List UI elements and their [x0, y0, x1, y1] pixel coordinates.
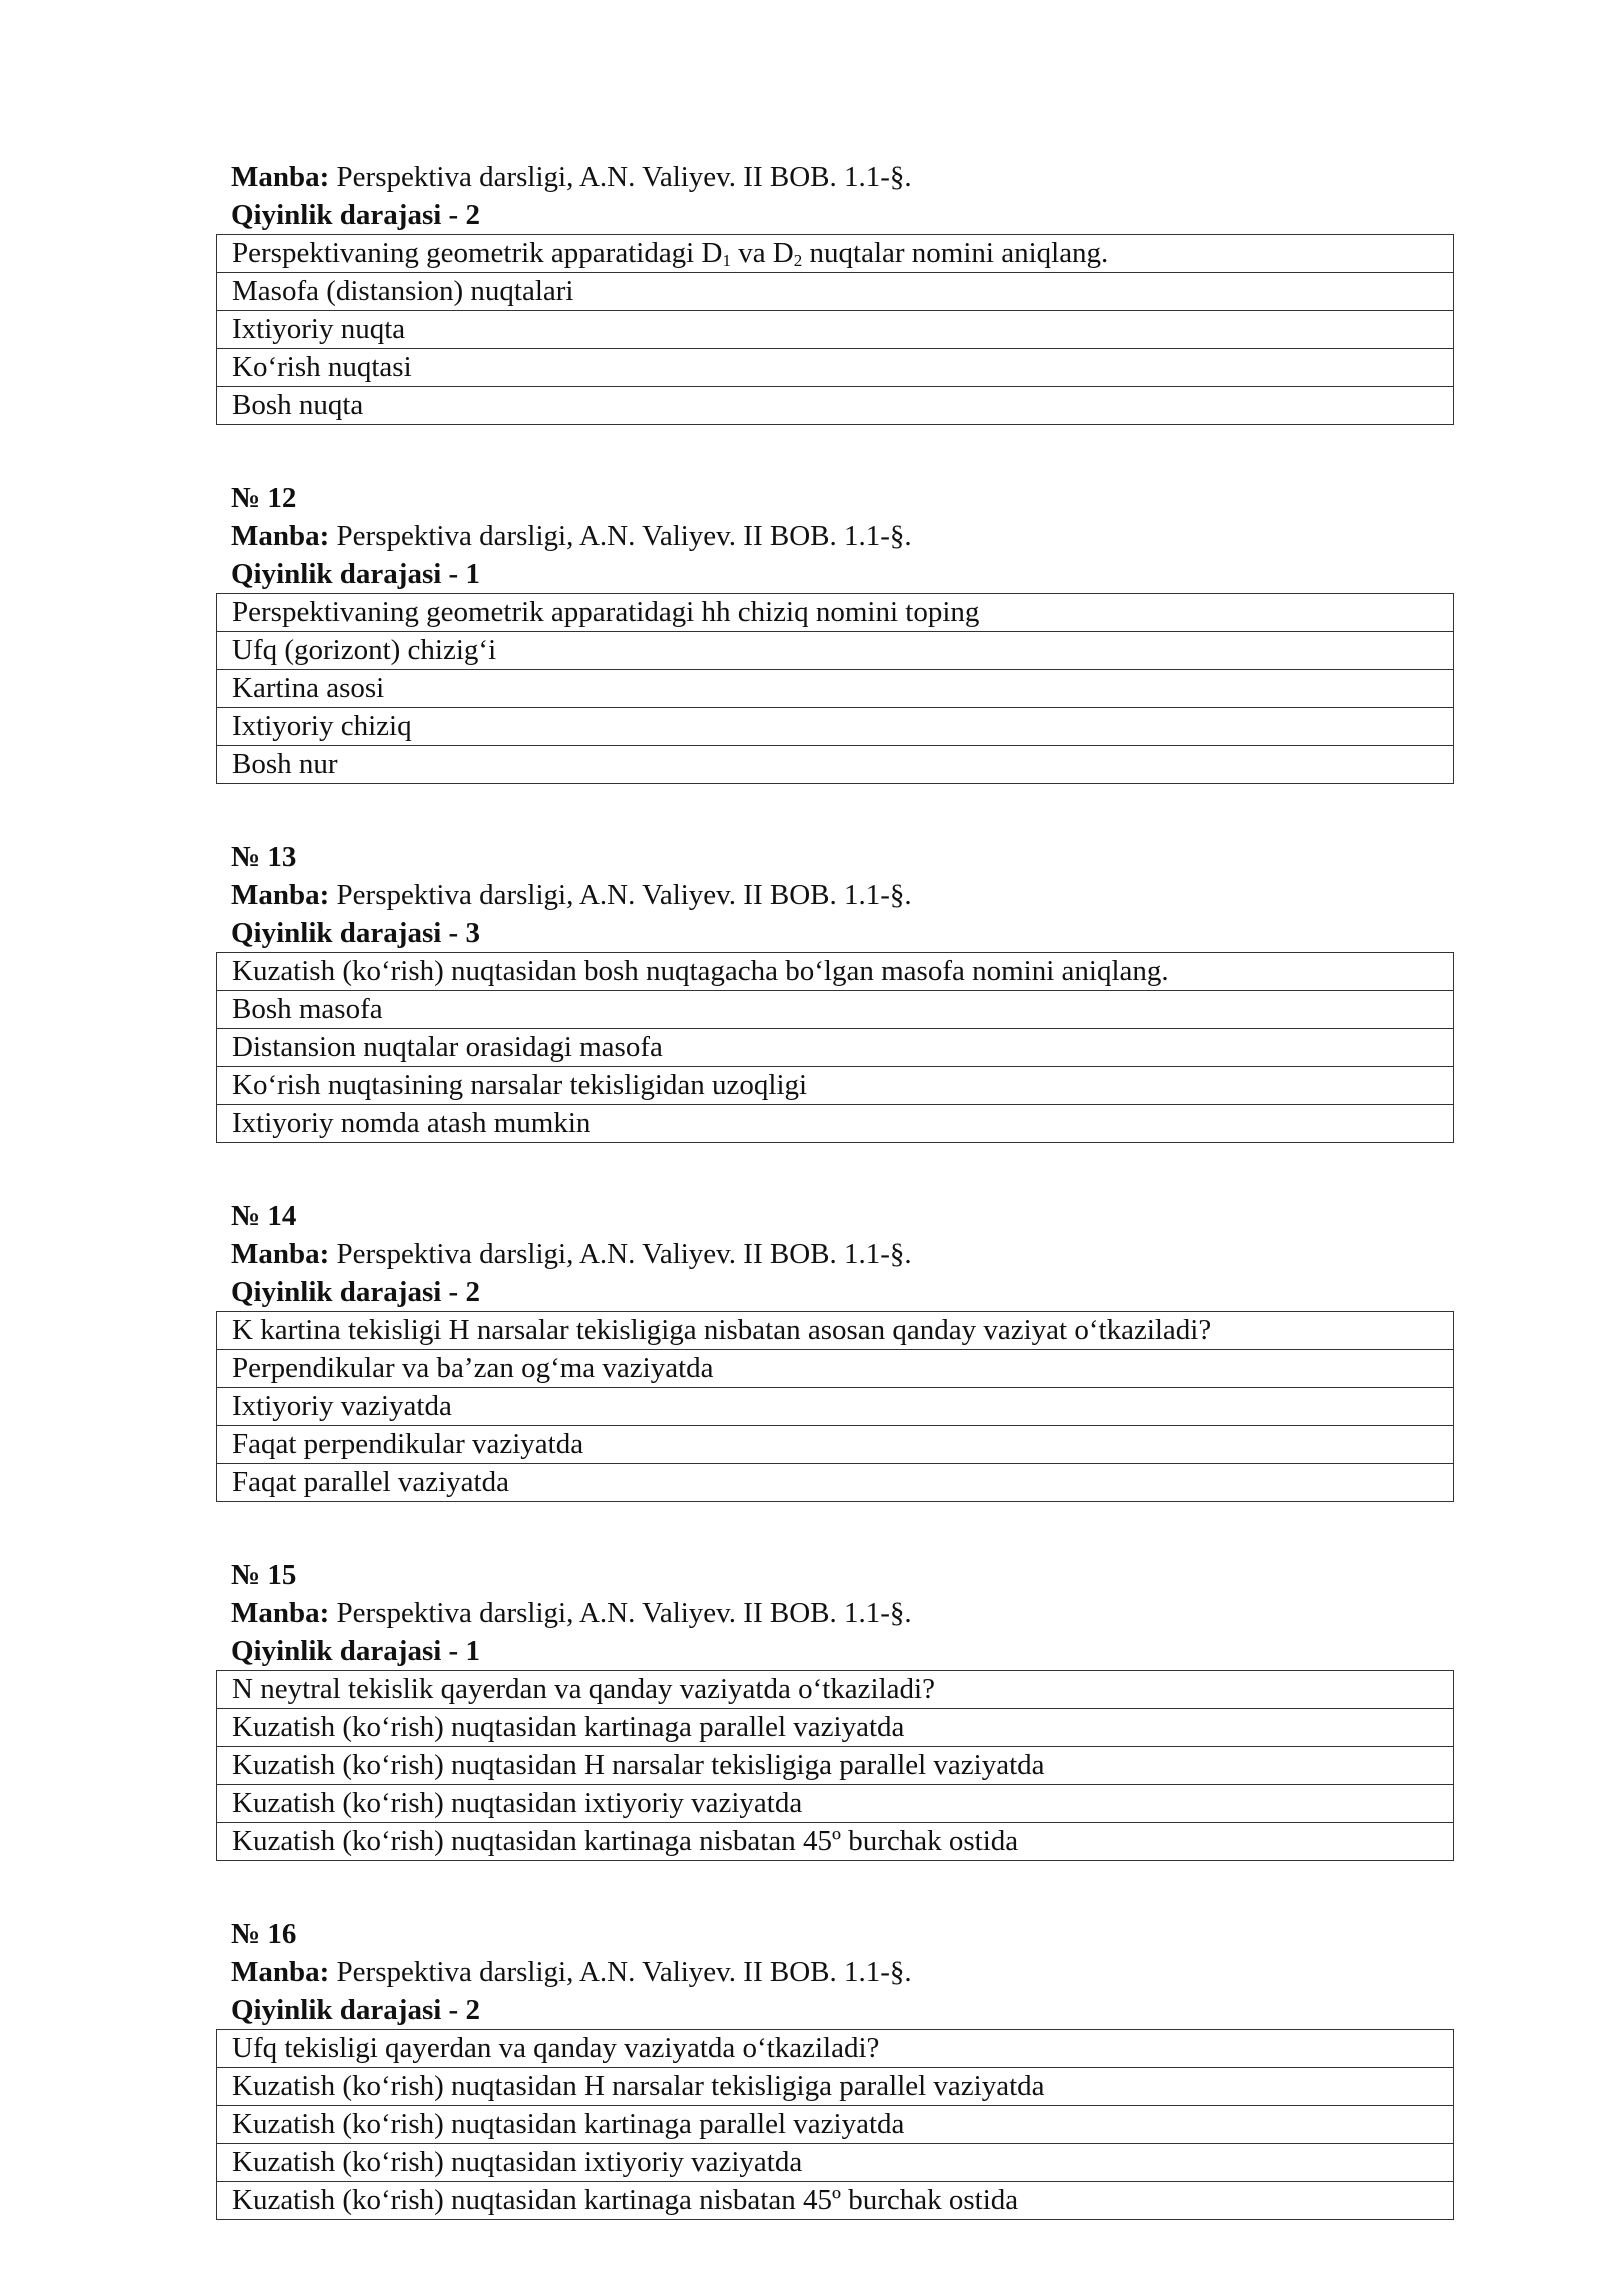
source-line — [216, 158, 1454, 196]
source-label: Manba: — [231, 1597, 330, 1629]
answer-option: Kuzatish (ko‘rish) nuqtasidan H narsalar tekisligiga parallel vaziyatda — [217, 1747, 1454, 1785]
question-number: № 14 — [231, 1200, 297, 1232]
subscript-2: 2 — [793, 251, 803, 270]
answer-option: Kuzatish (ko‘rish) nuqtasidan kartinaga nisbatan 45º burchak ostida — [217, 1823, 1454, 1861]
source-line — [216, 1594, 1454, 1632]
question-text-part: nuqtalar nomini aniqlang. — [802, 237, 1109, 269]
difficulty-level: Qiyinlik darajasi - 1 — [231, 1635, 480, 1667]
answer-option: Ixtiyoriy nomda atash mumkin — [217, 1105, 1454, 1143]
difficulty-level: Qiyinlik darajasi - 2 — [231, 1276, 480, 1308]
source-text: Perspektiva darsligi, A.N. Valiyev. II BOB. 1.1-§. — [329, 879, 912, 911]
question-row — [217, 2030, 1454, 2068]
answer-row — [217, 708, 1454, 746]
answer-row — [217, 2068, 1454, 2106]
source-label: Manba: — [231, 1238, 330, 1270]
answer-option: Ko‘rish nuqtasi — [217, 349, 1454, 387]
source-label: Manba: — [231, 161, 330, 193]
question-text: Perspektivaning geometrik apparatidagi hh chiziq nomini toping — [217, 594, 1454, 632]
answer-option: Faqat perpendikular vaziyatda — [217, 1426, 1454, 1464]
answer-option: Distansion nuqtalar orasidagi masofa — [217, 1029, 1454, 1067]
answer-option: Kuzatish (ko‘rish) nuqtasidan ixtiyoriy vaziyatda — [217, 2144, 1454, 2182]
answer-row — [217, 273, 1454, 311]
question-block-14 — [216, 1197, 1454, 1502]
question-table — [216, 2029, 1454, 2220]
difficulty-level: Qiyinlik darajasi - 2 — [231, 199, 480, 231]
question-table — [216, 1670, 1454, 1861]
answer-option: Perpendikular va ba’zan og‘ma vaziyatda — [217, 1350, 1454, 1388]
question-number: № 15 — [231, 1559, 297, 1591]
answer-row — [217, 632, 1454, 670]
question-number: № 12 — [231, 482, 297, 514]
question-row — [217, 1312, 1454, 1350]
question-table — [216, 1311, 1454, 1502]
answer-row — [217, 311, 1454, 349]
answer-option: Kartina asosi — [217, 670, 1454, 708]
answer-row — [217, 1029, 1454, 1067]
difficulty-level: Qiyinlik darajasi - 3 — [231, 917, 480, 949]
answer-option: Ixtiyoriy vaziyatda — [217, 1388, 1454, 1426]
question-number: № 13 — [231, 841, 297, 873]
source-text: Perspektiva darsligi, A.N. Valiyev. II BOB. 1.1-§. — [329, 1597, 912, 1629]
subscript-1: 1 — [722, 251, 731, 270]
source-line — [216, 1235, 1454, 1273]
source-label: Manba: — [231, 520, 330, 552]
source-line — [216, 876, 1454, 914]
question-table — [216, 234, 1454, 425]
answer-option: Kuzatish (ko‘rish) nuqtasidan kartinaga nisbatan 45º burchak ostida — [217, 2182, 1454, 2220]
question-text-part: va D — [730, 237, 794, 269]
question-text-part: Perspektivaning geometrik apparatidagi D — [232, 237, 723, 269]
difficulty-level: Qiyinlik darajasi - 1 — [231, 558, 480, 590]
question-table — [216, 593, 1454, 784]
source-label: Manba: — [231, 879, 330, 911]
answer-option: Ko‘rish nuqtasining narsalar tekisligidan uzoqligi — [217, 1067, 1454, 1105]
question-row — [217, 235, 1454, 273]
answer-row — [217, 1709, 1454, 1747]
answer-row — [217, 1464, 1454, 1502]
answer-option: Kuzatish (ko‘rish) nuqtasidan H narsalar tekisligiga parallel vaziyatda — [217, 2068, 1454, 2106]
answer-row — [217, 2144, 1454, 2182]
question-row — [217, 594, 1454, 632]
source-line — [216, 517, 1454, 555]
answer-option: Bosh masofa — [217, 991, 1454, 1029]
question-text: Kuzatish (ko‘rish) nuqtasidan bosh nuqtagacha bo‘lgan masofa nomini aniqlang. — [217, 953, 1454, 991]
answer-row — [217, 670, 1454, 708]
answer-row — [217, 1785, 1454, 1823]
question-block-13 — [216, 838, 1454, 1143]
answer-option: Bosh nuqta — [217, 387, 1454, 425]
answer-option: Masofa (distansion) nuqtalari — [217, 273, 1454, 311]
answer-row — [217, 1350, 1454, 1388]
answer-option: Ixtiyoriy nuqta — [217, 311, 1454, 349]
question-block-0 — [216, 158, 1454, 425]
question-text: K kartina tekisligi H narsalar tekisligiga nisbatan asosan qanday vaziyat o‘tkaziladi? — [217, 1312, 1454, 1350]
answer-row — [217, 1747, 1454, 1785]
source-text: Perspektiva darsligi, A.N. Valiyev. II BOB. 1.1-§. — [329, 520, 912, 552]
answer-option: Kuzatish (ko‘rish) nuqtasidan kartinaga parallel vaziyatda — [217, 1709, 1454, 1747]
difficulty-level: Qiyinlik darajasi - 2 — [231, 1994, 480, 2026]
question-text: N neytral tekislik qayerdan va qanday vaziyatda o‘tkaziladi? — [217, 1671, 1454, 1709]
question-block-15 — [216, 1556, 1454, 1861]
question-table — [216, 952, 1454, 1143]
question-row — [217, 1671, 1454, 1709]
question-text — [217, 235, 1454, 273]
document-page — [216, 158, 1454, 2274]
source-text: Perspektiva darsligi, A.N. Valiyev. II BOB. 1.1-§. — [329, 1238, 912, 1270]
answer-row — [217, 1426, 1454, 1464]
answer-option: Faqat parallel vaziyatda — [217, 1464, 1454, 1502]
question-block-12 — [216, 479, 1454, 784]
answer-row — [217, 387, 1454, 425]
answer-option: Ufq (gorizont) chizig‘i — [217, 632, 1454, 670]
answer-row — [217, 991, 1454, 1029]
answer-row — [217, 349, 1454, 387]
answer-row — [217, 1105, 1454, 1143]
answer-row — [217, 1388, 1454, 1426]
question-number: № 16 — [231, 1918, 297, 1950]
answer-row — [217, 2106, 1454, 2144]
source-text: Perspektiva darsligi, A.N. Valiyev. II BOB. 1.1-§. — [329, 1956, 912, 1988]
source-label: Manba: — [231, 1956, 330, 1988]
answer-option: Bosh nur — [217, 746, 1454, 784]
answer-row — [217, 2182, 1454, 2220]
answer-row — [217, 1823, 1454, 1861]
question-block-16 — [216, 1915, 1454, 2220]
answer-option: Kuzatish (ko‘rish) nuqtasidan ixtiyoriy vaziyatda — [217, 1785, 1454, 1823]
source-text: Perspektiva darsligi, A.N. Valiyev. II BOB. 1.1-§. — [329, 161, 912, 193]
question-row — [217, 953, 1454, 991]
answer-row — [217, 1067, 1454, 1105]
answer-option: Kuzatish (ko‘rish) nuqtasidan kartinaga parallel vaziyatda — [217, 2106, 1454, 2144]
question-text: Ufq tekisligi qayerdan va qanday vaziyatda o‘tkaziladi? — [217, 2030, 1454, 2068]
answer-row — [217, 746, 1454, 784]
answer-option: Ixtiyoriy chiziq — [217, 708, 1454, 746]
source-line — [216, 1953, 1454, 1991]
